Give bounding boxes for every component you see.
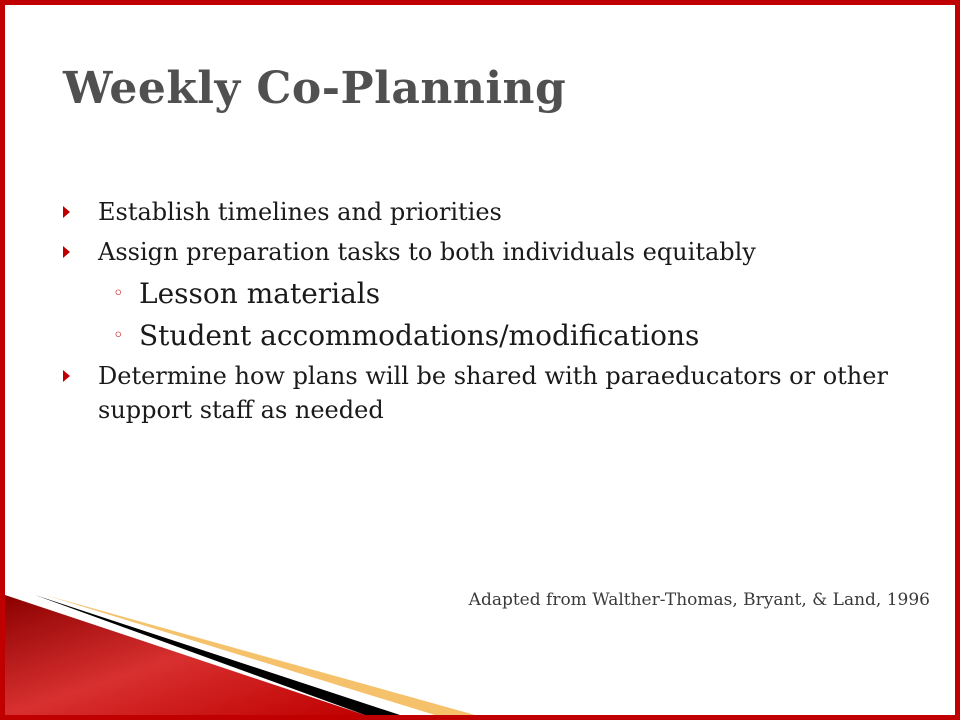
bullet-item (63, 359, 903, 427)
bullet-item (63, 195, 903, 229)
sub-bullet-text: Student accommodations/modifications (139, 319, 700, 352)
bullet-text: Assign preparation tasks to both individuals equitably (98, 238, 756, 266)
sub-bullet-item (63, 317, 903, 355)
circle-bullet-icon: ◦ (113, 325, 124, 346)
right-triangle-icon (63, 246, 70, 258)
sub-bullet-text: Lesson materials (139, 277, 381, 310)
bullet-text: Establish timelines and priorities (98, 198, 502, 226)
bullet-text: Determine how plans will be shared with paraeducators or other support staff as needed (98, 362, 888, 424)
decorative-swoosh (5, 595, 505, 715)
slide-title: Weekly Co-Planning (63, 63, 567, 114)
decor-red-wedge (5, 595, 365, 715)
sub-bullet-item (63, 275, 903, 313)
circle-bullet-icon: ◦ (113, 283, 124, 304)
slide-body (63, 195, 903, 433)
right-triangle-icon (63, 206, 70, 218)
citation: Adapted from Walther-Thomas, Bryant, & Land, 1996 (468, 590, 930, 610)
right-triangle-icon (63, 370, 70, 382)
bullet-item (63, 235, 903, 269)
